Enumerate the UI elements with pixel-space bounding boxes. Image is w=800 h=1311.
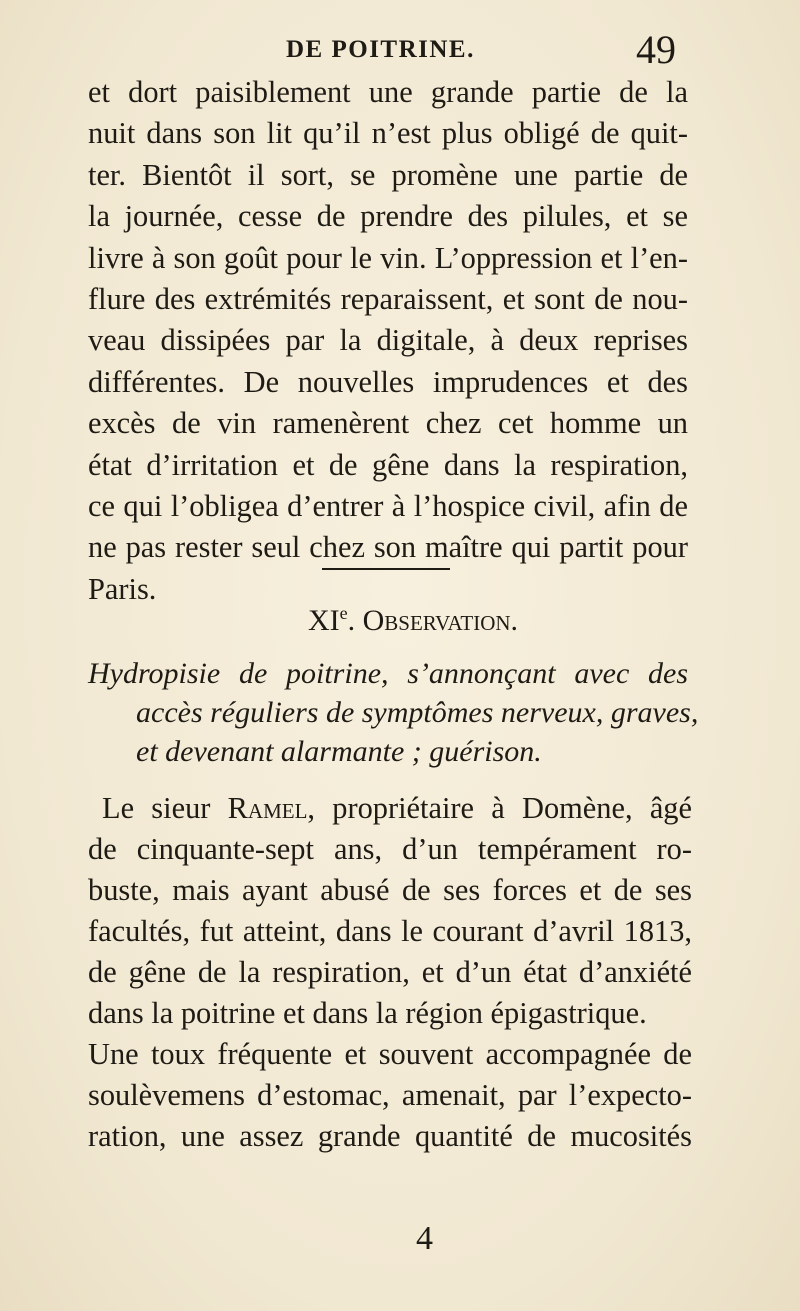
running-title: DE POITRINE. [286, 36, 475, 63]
heading-text: . Observation. [347, 604, 519, 637]
text-line: état d’irritation et de gêne dans la respiration, [88, 447, 688, 482]
patient-name: Ramel [227, 791, 308, 825]
text-line: de cinquante-sept ans, d’un tempérament ro- [88, 832, 692, 866]
text-line: ce qui l’obligea d’entrer à l’hospice civil, afin de [88, 489, 688, 524]
text-line: différentes. De nouvelles imprudences et des [88, 364, 688, 399]
section-divider [322, 568, 450, 570]
text-line: ne pas rester seul chez son maître qui partit pour [88, 530, 688, 565]
text-line: veau dissipées par la digitale, à deux reprises [88, 323, 688, 358]
subtitle-line: et devenant alarmante ; guérison. [136, 735, 542, 768]
case-paragraph [88, 788, 692, 1157]
signature-mark: 4 [416, 1220, 433, 1257]
heading-number: XI [307, 604, 340, 637]
line-prefix: Le sieur [102, 791, 228, 825]
text-line: ter. Bientôt il sort, se promène une partie de [88, 157, 688, 192]
text-line: dans la poitrine et dans la région épigastrique. [88, 996, 647, 1030]
text-line: facultés, fut atteint, dans le courant d’avril 1813, [88, 914, 692, 948]
text-line: de gêne de la respiration, et d’un état d’anxiété [88, 955, 692, 989]
text-line: soulèvemens d’estomac, amenait, par l’expecto- [88, 1078, 692, 1112]
heading-superscript: e [339, 603, 348, 623]
text-line: buste, mais ayant abusé de ses forces et de ses [88, 873, 692, 907]
text-line: flure des extrémités reparaissent, et sont de nou- [88, 282, 688, 317]
text-line: la journée, cesse de prendre des pilules, et se [88, 199, 688, 234]
case-subtitle [88, 654, 699, 771]
text-line [102, 788, 692, 829]
text-line: et dort paisiblement une grande partie de la [88, 75, 688, 109]
text-line: livre à son goût pour le vin. L’oppression et l’en- [88, 240, 688, 275]
subtitle-line: Hydropisie de poitrine, s’annonçant avec des [88, 657, 688, 690]
text-line: ration, une assez grande quantité de mucosités [88, 1119, 692, 1153]
text-line: nuit dans son lit qu’il n’est plus obligé de quit- [88, 116, 688, 151]
section-heading [0, 603, 800, 638]
subtitle-line: accès réguliers de symptômes nerveux, graves, [136, 696, 699, 729]
page-number: 49 [636, 27, 676, 72]
text-line: Une toux fréquente et souvent accompagnée de [88, 1037, 692, 1071]
text-line: Paris. [88, 571, 157, 606]
paragraph-continued [88, 72, 688, 610]
line-rest: , propriétaire à Domène, âgé [307, 791, 692, 825]
text-line: excès de vin ramenèrent chez cet homme un [88, 406, 688, 441]
